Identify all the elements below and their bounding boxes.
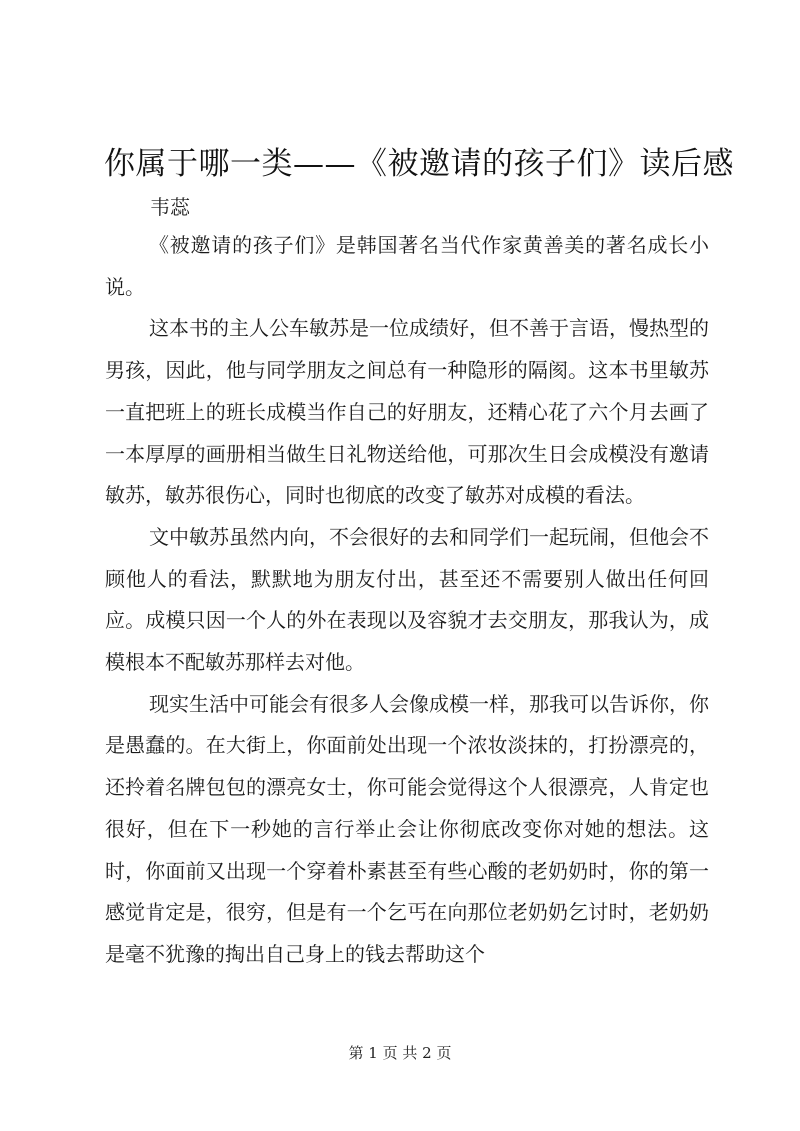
- author-name: 韦蕊: [150, 195, 190, 219]
- document-title: 你属于哪一类——《被邀请的孩子们》读后感: [104, 146, 734, 182]
- paragraph-2: 这本书的主人公车敏苏是一位成绩好，但不善于言语，慢热型的男孩，因此，他与同学朋友之间总有一种隐形的隔阂。这本书里敏苏一直把班上的班长成模当作自己的好朋友，还精心花了六个月去画了一本厚厚的画册相当做生日礼物送给他，可那次生日会成模没有邀请敏苏，敏苏很伤心，同时也彻底的改变了敏苏对成模的看法。: [105, 316, 709, 508]
- paragraph-3: 文中敏苏虽然内向，不会很好的去和同学们一起玩闹，但他会不顾他人的看法，默默地为朋友付出，甚至还不需要别人做出任何回应。成模只因一个人的外在表现以及容貌才去交朋友，那我认为，成模根本不配敏苏那样去对他。: [105, 524, 709, 675]
- paragraph-1: 《被邀请的孩子们》是韩国著名当代作家黄善美的著名成长小说。: [105, 233, 709, 299]
- page-number-footer: 第 1 页 共 2 页: [348, 1044, 452, 1062]
- paragraph-4: 现实生活中可能会有很多人会像成模一样，那我可以告诉你，你是愚蠢的。在大街上，你面前处出现一个浓妆淡抹的，打扮漂亮的，还拎着名牌包包的漂亮女士，你可能会觉得这个人很漂亮，人肯定也很好，但在下一秒她的言行举止会让你彻底改变你对她的想法。这时，你面前又出现一个穿着朴素甚至有些心酸的老奶奶时，你的第一感觉肯定是，很穷，但是有一个乞丐在向那位老奶奶乞讨时，老奶奶是毫不犹豫的掏出自己身上的钱去帮助这个: [105, 691, 709, 966]
- document-body: [105, 225, 709, 976]
